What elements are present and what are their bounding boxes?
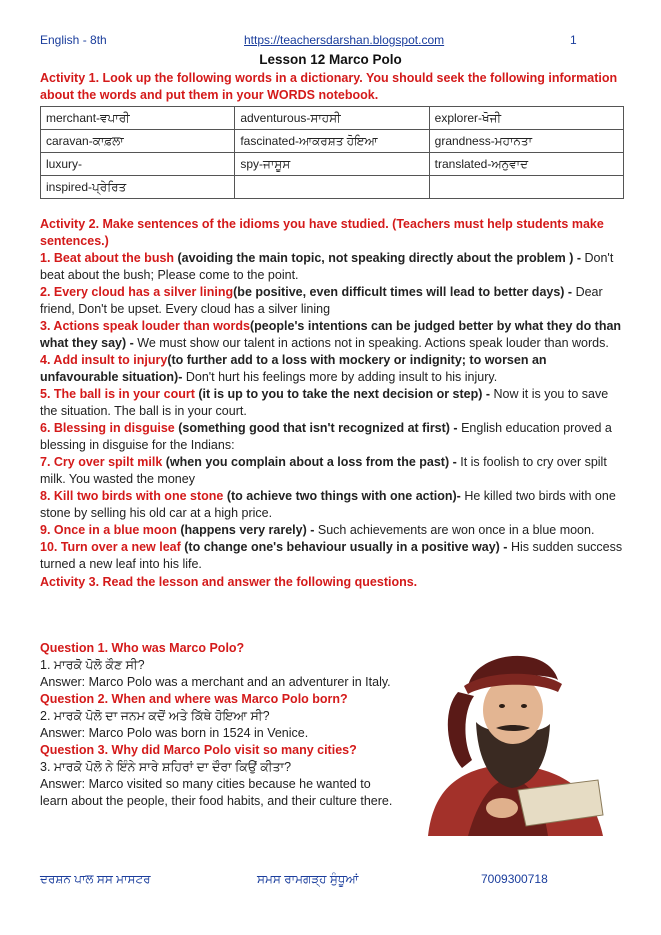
idiom-item (40, 250, 624, 284)
idiom-item (40, 522, 624, 539)
lesson-title: Lesson 12 Marco Polo (259, 52, 402, 67)
idiom-meaning: (to change one's behaviour usually in a positive way) - (180, 540, 511, 554)
table-cell: explorer-ਖੋਜੀ (429, 107, 623, 130)
idiom-item (40, 420, 624, 454)
table-cell: translated-ਅਨੁਵਾਦ (429, 153, 623, 176)
idiom-item (40, 284, 624, 318)
table-row (41, 176, 624, 199)
idiom-phrase: 5. The ball is in your court (40, 387, 195, 401)
idiom-meaning: (happens very rarely) - (176, 523, 318, 537)
idiom-item (40, 318, 624, 352)
idiom-phrase: 9. Once in a blue moon (40, 523, 177, 537)
table-cell: caravan-ਕਾਫ਼ਲਾ (41, 130, 235, 153)
idiom-sentence: Such achievements are won once in a blue moon. (317, 523, 595, 537)
idiom-meaning: (it is up to you to take the next decision or step) - (194, 387, 494, 401)
table-cell: spy-ਜਾਸੂਸ (235, 153, 429, 176)
idiom-item (40, 454, 624, 488)
idiom-phrase: 3. Actions speak louder than words (40, 319, 250, 333)
idiom-phrase: 1. Beat about the bush (40, 251, 175, 265)
activity3-questions (40, 640, 400, 810)
activity1-heading: Activity 1. Look up the following words in a dictionary. You should seek the following information about the words and put them in your WORDS notebook. (40, 71, 618, 102)
table-cell (235, 176, 429, 199)
table-cell: merchant-ਵਪਾਰੀ (41, 107, 235, 130)
idiom-phrase: 10. Turn over a new leaf (40, 540, 181, 554)
activity2-heading: Activity 2. Make sentences of the idioms you have studied. (Teachers must help students make sentences.) (40, 217, 604, 248)
idiom-sentence: It is foolish to cry over spilt milk. You wasted the money (40, 455, 607, 486)
question-punjabi: 2. ਮਾਰਕੋ ਪੋਲੋ ਦਾ ਜਨਮ ਕਦੋਂ ਅਤੇ ਕਿੱਥੇ ਹੋਇਆ ਸੀ? (40, 709, 270, 723)
idiom-item (40, 386, 624, 420)
idiom-item (40, 488, 624, 522)
idiom-sentence: His sudden success turned a new leaf into his life. (40, 540, 623, 571)
answer-text: Answer: Marco Polo was a merchant and an adventurer in Italy. (40, 675, 391, 689)
table-cell (429, 176, 623, 199)
header-url-link[interactable]: https://teachersdarshan.blogspot.com (244, 33, 445, 47)
idiom-sentence: Don't hurt his feelings more by adding insult to his injury. (185, 370, 498, 384)
idiom-meaning: (something good that isn't recognized at first) - (174, 421, 462, 435)
header-subject: English - 8th (40, 33, 107, 47)
idiom-meaning: (avoiding the main topic, not speaking directly about the problem ) - (174, 251, 585, 265)
footer-phone: 7009300718 (481, 872, 548, 886)
answer-text: Answer: Marco Polo was born in 1524 in Venice. (40, 726, 309, 740)
question-punjabi: 1. ਮਾਰਕੋ ਪੋਲੋ ਕੌਣ ਸੀ? (40, 658, 145, 672)
idiom-meaning: (people's intentions can be judged better by what they do than what they say) - (40, 319, 622, 350)
footer-school: ਸਮਸ ਰਾਮਗੜ੍ਹ ਸੁੰਧੂਆਂ (257, 872, 359, 886)
table-cell: inspired-ਪ੍ਰੇਰਿਤ (41, 176, 235, 199)
idiom-item (40, 352, 624, 386)
idiom-sentence: He killed two birds with one stone by selling his old car at a high price. (40, 489, 616, 520)
activity3-heading: Activity 3. Read the lesson and answer the following questions. (40, 575, 418, 589)
marco-polo-portrait-image (398, 640, 620, 836)
idiom-phrase: 2. Every cloud has a silver lining (40, 285, 234, 299)
idiom-sentence: Now it is you to save the situation. The ball is in your court. (40, 387, 609, 418)
table-cell: adventurous-ਸਾਹਸੀ (235, 107, 429, 130)
idiom-meaning: (be positive, even difficult times will lead to better days) - (233, 285, 576, 299)
idiom-sentence: Dear friend, Don't be upset. Every cloud has a silver lining (40, 285, 603, 316)
idiom-sentence: Don't beat about the bush; Please come to the point. (40, 251, 614, 282)
idiom-meaning: (to further add to a loss with mockery or indignity; to worsen an unfavourable situation)- (40, 353, 547, 384)
header-page-number: 1 (570, 33, 577, 47)
activity2-section (40, 216, 624, 591)
idiom-item (40, 539, 624, 573)
idiom-meaning: (when you complain about a loss from the past) - (162, 455, 461, 469)
idiom-phrase: 4. Add insult to injury (40, 353, 168, 367)
question-title: Question 3. Why did Marco Polo visit so many cities? (40, 743, 357, 757)
idiom-meaning: (to achieve two things with one action)- (223, 489, 465, 503)
footer-author: ਦਰਸ਼ਨ ਪਾਲ ਸਸ ਮਾਸਟਰ (40, 872, 151, 886)
question-punjabi: 3. ਮਾਰਕੋ ਪੋਲੋ ਨੇ ਇੰਨੇ ਸਾਰੇ ਸ਼ਹਿਰਾਂ ਦਾ ਦੌਰਾ ਕਿਉਂ ਕੀਤਾ? (40, 760, 292, 774)
idiom-phrase: 6. Blessing in disguise (40, 421, 175, 435)
idiom-phrase: 7. Cry over spilt milk (40, 455, 163, 469)
table-row (41, 153, 624, 176)
answer-text: Answer: Marco visited so many cities because he wanted to learn about the people, their food habits, and their culture there. (40, 777, 393, 808)
question-title: Question 2. When and where was Marco Polo born? (40, 692, 348, 706)
table-row (41, 130, 624, 153)
table-cell: fascinated-ਆਕਰਸ਼ਤ ਹੋਇਆ (235, 130, 429, 153)
idiom-phrase: 8. Kill two birds with one stone (40, 489, 224, 503)
idiom-sentence: English education proved a blessing in disguise for the Indians: (40, 421, 612, 452)
table-row (41, 107, 624, 130)
idiom-sentence: We must show our talent in actions not in speaking. Actions speak louder than words. (137, 336, 609, 350)
table-cell: grandness-ਮਹਾਨਤਾ (429, 130, 623, 153)
question-title: Question 1. Who was Marco Polo? (40, 641, 245, 655)
table-cell: luxury- (41, 153, 235, 176)
vocabulary-table (40, 106, 624, 199)
